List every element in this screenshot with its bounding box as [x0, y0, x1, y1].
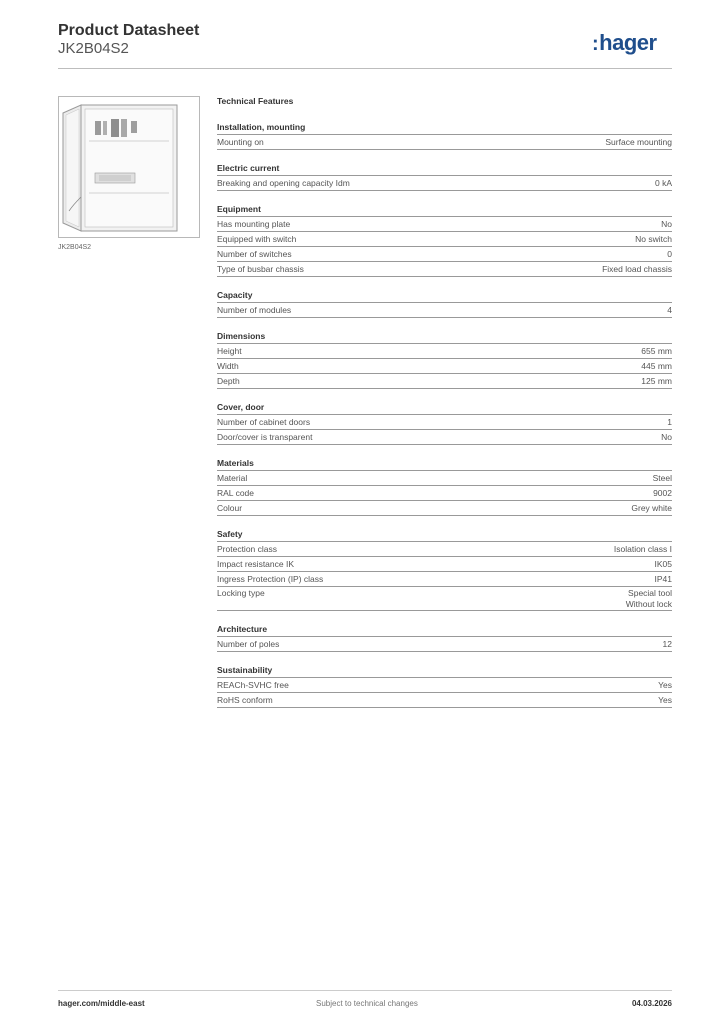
product-image: [58, 96, 200, 238]
group-title: Dimensions: [217, 329, 672, 344]
footer-divider: [58, 990, 672, 991]
group-cover-door: [217, 400, 672, 445]
spec-value: IK05: [654, 559, 672, 569]
spec-value: IP41: [654, 574, 672, 584]
group-title: Capacity: [217, 288, 672, 303]
spec-label: Material: [217, 473, 248, 483]
spec-row: [217, 217, 672, 232]
spec-value: No switch: [635, 234, 672, 244]
spec-label: Has mounting plate: [217, 219, 291, 229]
group-dimensions: [217, 329, 672, 389]
hager-logo: :hager: [592, 30, 657, 55]
group-sustainability: [217, 663, 672, 708]
spec-row: [217, 557, 672, 572]
spec-label: Ingress Protection (IP) class: [217, 574, 324, 584]
spec-label: Number of cabinet doors: [217, 417, 311, 427]
spec-label: Colour: [217, 503, 243, 513]
spec-value: 1: [667, 417, 672, 427]
spec-label: RoHS conform: [217, 695, 273, 705]
spec-label: Number of switches: [217, 249, 292, 259]
spec-row: [217, 430, 672, 445]
spec-row: [217, 135, 672, 150]
spec-label: Type of busbar chassis: [217, 264, 304, 274]
cabinet-illustration: [59, 97, 199, 237]
page-title: Product Datasheet: [58, 22, 200, 39]
technical-features: [217, 96, 672, 708]
spec-label: Equipped with switch: [217, 234, 297, 244]
spec-value: 9002: [653, 488, 672, 498]
spec-row: [217, 176, 672, 191]
spec-row: [217, 678, 672, 693]
spec-value: Yes: [658, 695, 672, 705]
group-title: Safety: [217, 527, 672, 542]
spec-value-line: Without lock: [625, 599, 672, 609]
footer-website-link[interactable]: hager.com/middle-east: [58, 999, 145, 1008]
spec-row: [217, 471, 672, 486]
spec-value: Yes: [658, 680, 672, 690]
spec-row: [217, 232, 672, 247]
spec-value: Surface mounting: [605, 137, 672, 147]
group-architecture: [217, 622, 672, 652]
spec-label: RAL code: [217, 488, 255, 498]
product-code: JK2B04S2: [58, 40, 129, 57]
spec-value: Isolation class I: [613, 544, 672, 554]
spec-label: REACh-SVHC free: [217, 680, 289, 690]
spec-label: Height: [217, 346, 242, 356]
spec-value: Steel: [652, 473, 672, 483]
spec-row: [217, 415, 672, 430]
group-title: Materials: [217, 456, 672, 471]
spec-row: [217, 486, 672, 501]
spec-row: [217, 572, 672, 587]
group-equipment: [217, 202, 672, 277]
logo-text: hager: [599, 30, 657, 55]
spec-label: Locking type: [217, 588, 265, 598]
group-title: Cover, door: [217, 400, 672, 415]
spec-row: [217, 344, 672, 359]
group-title: Installation, mounting: [217, 120, 672, 135]
spec-value: 655 mm: [641, 346, 672, 356]
spec-value: 445 mm: [641, 361, 672, 371]
group-title: Sustainability: [217, 663, 672, 678]
group-safety: [217, 527, 672, 611]
spec-label: Width: [217, 361, 239, 371]
spec-row: [217, 247, 672, 262]
spec-row: [217, 374, 672, 389]
footer-notice: Subject to technical changes: [316, 999, 418, 1008]
spec-label: Breaking and opening capacity Idm: [217, 178, 350, 188]
spec-label: Protection class: [217, 544, 277, 554]
spec-value: 12: [662, 639, 672, 649]
spec-row: [217, 587, 672, 611]
spec-value: [626, 588, 672, 610]
group-capacity: [217, 288, 672, 318]
spec-label: Number of poles: [217, 639, 280, 649]
header-divider: [58, 68, 672, 69]
footer-date: 04.03.2026: [631, 999, 672, 1008]
spec-label: Door/cover is transparent: [217, 432, 313, 442]
group-materials: [217, 456, 672, 516]
spec-label: Number of modules: [217, 305, 292, 315]
spec-row: [217, 501, 672, 516]
spec-row: [217, 693, 672, 708]
image-caption: JK2B04S2: [58, 244, 92, 251]
spec-value: 125 mm: [641, 376, 672, 386]
spec-value: No: [661, 432, 672, 442]
spec-value: No: [661, 219, 672, 229]
spec-row: [217, 542, 672, 557]
spec-row: [217, 359, 672, 374]
group-title: Electric current: [217, 161, 672, 176]
group-installation-mounting: [217, 120, 672, 150]
spec-value: 0 kA: [654, 178, 672, 188]
spec-label: Impact resistance IK: [217, 559, 295, 569]
spec-value: 4: [667, 305, 672, 315]
spec-row: [217, 262, 672, 277]
group-title: Equipment: [217, 202, 672, 217]
group-title: Architecture: [217, 622, 672, 637]
spec-value-line: Special tool: [628, 588, 672, 598]
section-heading: Technical Features: [217, 96, 294, 106]
spec-row: [217, 637, 672, 652]
spec-label: Mounting on: [217, 137, 264, 147]
spec-value: Grey white: [631, 503, 672, 513]
spec-value: Fixed load chassis: [602, 264, 672, 274]
group-electric-current: [217, 161, 672, 191]
spec-label: Depth: [217, 376, 240, 386]
spec-value: 0: [667, 249, 672, 259]
spec-row: [217, 303, 672, 318]
